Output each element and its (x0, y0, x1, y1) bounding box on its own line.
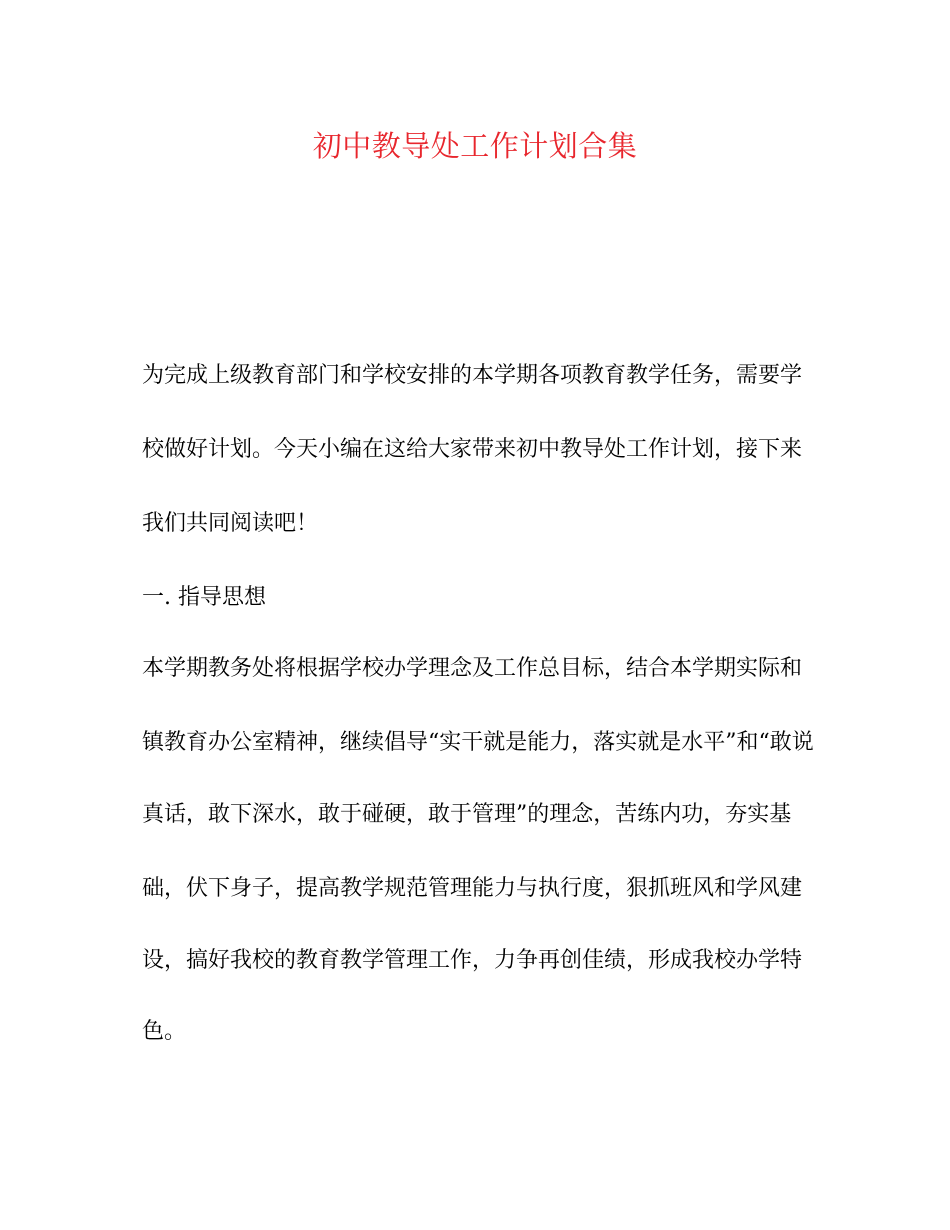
body-line-1: 本学期教务处将根据学校办学理念及工作总目标，结合本学期实际和 (142, 656, 803, 681)
intro-line-2: 校做好计划。今天小编在这给大家带来初中教导处工作计划，接下来 (142, 437, 803, 462)
section-heading-guiding-ideology: 一. 指导思想 (142, 585, 266, 610)
body-line-2: 镇教育办公室精神，继续倡导“实干就是能力，落实就是水平”和“敢说 (142, 730, 814, 755)
body-line-5: 设，搞好我校的教育教学管理工作，力争再创佳绩，形成我校办学特 (142, 948, 803, 973)
body-line-6: 色。 (142, 1019, 187, 1044)
body-line-4: 础，伏下身子，提高教学规范管理能力与执行度，狠抓班风和学风建 (142, 876, 803, 901)
intro-line-3: 我们共同阅读吧！ (142, 511, 319, 536)
document-title: 初中教导处工作计划合集 (312, 129, 638, 163)
body-line-3: 真话，敢下深水，敢于碰硬，敢于管理”的理念，苦练内功，夯实基 (142, 802, 792, 827)
intro-line-1: 为完成上级教育部门和学校安排的本学期各项教育教学任务，需要学 (142, 363, 803, 388)
